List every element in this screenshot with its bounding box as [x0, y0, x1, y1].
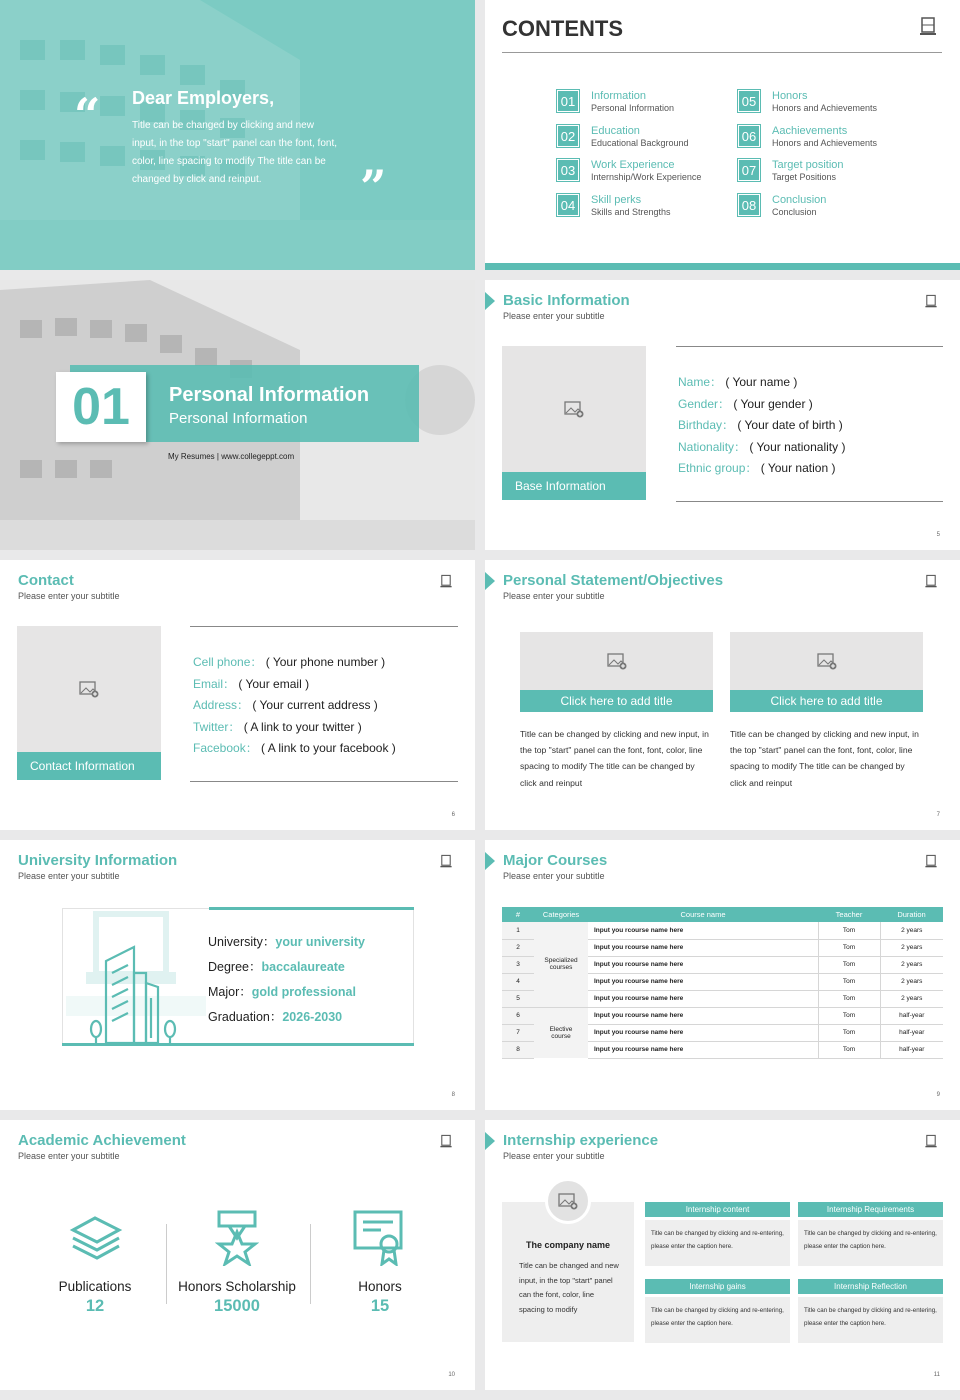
title-marker-icon: [485, 572, 495, 590]
course-name-cell[interactable]: Input you rcourse name here: [588, 990, 818, 1007]
slide-subtitle: Please enter your subtitle: [18, 871, 120, 881]
certificate-icon: [350, 1208, 410, 1268]
info-key: Email：: [193, 676, 236, 691]
teacher-cell: Tom: [818, 939, 880, 956]
slide-subtitle: Please enter your subtitle: [18, 1151, 120, 1161]
image-icon: [558, 1192, 578, 1210]
section-number: 01: [72, 378, 130, 436]
image-icon: [817, 652, 837, 670]
university-bottom-bar: [62, 1043, 414, 1046]
info-row: [678, 394, 853, 416]
info-value[interactable]: ( Your nation ): [760, 461, 836, 476]
contents-item[interactable]: [738, 194, 908, 218]
internship-box-text: Title can be changed by clicking and re-entering, please enter the caption here.: [645, 1297, 790, 1343]
contents-item-number: 04: [557, 194, 579, 216]
photo-placeholder[interactable]: [17, 626, 161, 752]
contents-item-number: 02: [557, 125, 579, 147]
info-key: Birthday：: [678, 418, 735, 433]
row-number: 2: [502, 939, 534, 956]
contents-item-title: Information: [591, 90, 647, 102]
slide-subtitle: Please enter your subtitle: [503, 311, 605, 321]
page-number: 9: [936, 1092, 940, 1098]
contents-item-subtitle: Internship/Work Experience: [591, 172, 702, 182]
contents-item-title: Honors: [772, 90, 808, 102]
university-key: Major：: [208, 985, 252, 999]
title-marker-icon: [485, 852, 495, 870]
teacher-cell: Tom: [818, 956, 880, 973]
open-quote-icon: “: [74, 88, 101, 142]
image-icon: [79, 680, 99, 698]
slide-title: Major Courses: [503, 852, 608, 869]
photo-placeholder[interactable]: [502, 346, 646, 472]
row-number: 4: [502, 973, 534, 990]
course-name-cell[interactable]: Input you rcourse name here: [588, 939, 818, 956]
info-bottom-line: [676, 501, 943, 502]
company-avatar[interactable]: [545, 1178, 591, 1224]
contents-item-number: 06: [738, 125, 760, 147]
slide-subtitle: Please enter your subtitle: [503, 1151, 605, 1161]
teacher-cell: Tom: [818, 922, 880, 939]
table-header-cell: Teacher: [818, 907, 880, 922]
slide-title: Internship experience: [503, 1132, 659, 1149]
info-row: [678, 415, 853, 437]
category-cell: Elective course: [534, 1007, 588, 1058]
photo-label: Base Information: [502, 472, 646, 500]
section-title: Personal Information: [169, 384, 370, 406]
info-value[interactable]: ( A link to your facebook ): [261, 741, 396, 756]
image-icon: [564, 400, 584, 418]
contents-item-subtitle: Educational Background: [591, 137, 689, 148]
contents-item-number: 03: [557, 159, 579, 181]
info-value[interactable]: ( A link to your twitter ): [243, 719, 362, 734]
university-info-list: [208, 930, 365, 1030]
contents-item[interactable]: [557, 194, 727, 218]
stat-value: 15000: [214, 1297, 260, 1315]
slide-title: Contact: [18, 572, 74, 589]
info-row: [193, 674, 455, 696]
university-row: [208, 980, 365, 1005]
course-name-cell[interactable]: Input you rcourse name here: [588, 1041, 818, 1058]
info-bottom-line: [190, 781, 458, 782]
info-row: [193, 695, 455, 717]
table-header-cell: Course name: [588, 907, 818, 922]
contents-item-subtitle: Personal Information: [591, 103, 675, 113]
contents-item-title: Conclusion: [772, 193, 827, 206]
close-quote-icon: ”: [360, 160, 387, 214]
contents-item-subtitle: Skills and Strengths: [591, 206, 671, 217]
row-number: 7: [502, 1024, 534, 1041]
contact-list: [193, 652, 455, 760]
university-value[interactable]: baccalaureate: [261, 960, 345, 974]
contents-item[interactable]: [557, 90, 727, 114]
info-value[interactable]: ( Your nationality ): [749, 439, 846, 454]
teacher-cell: Tom: [818, 1007, 880, 1024]
contents-item-subtitle: Target Positions: [772, 172, 837, 182]
contents-item-number: 08: [738, 194, 760, 216]
teacher-cell: Tom: [818, 990, 880, 1007]
contents-divider: [502, 52, 942, 53]
course-name-cell[interactable]: Input you rcourse name here: [588, 1024, 818, 1041]
table-header-row: [502, 907, 943, 922]
category-cell: Specialized courses: [534, 922, 588, 1007]
info-key: Cell phone：: [193, 655, 263, 669]
table-row: [502, 922, 943, 939]
section-footer: My Resumes | www.collegeppt.com: [168, 452, 295, 461]
stat-label: Publications: [58, 1279, 132, 1294]
contents-item-number: 05: [738, 90, 760, 112]
statement-image-placeholder[interactable]: [730, 632, 923, 690]
contents-item-title: Skill perks: [591, 193, 642, 206]
statement-card-text: Title can be changed by clicking and new input, in the top "start" panel can the font, font, color, line spacing to modify The title can be changed by click and reinput: [520, 729, 709, 788]
slide-section-01: [0, 280, 475, 550]
info-value[interactable]: ( Your name ): [725, 375, 798, 389]
duration-cell: 2 years: [880, 939, 943, 956]
section-subtitle: Personal Information: [169, 410, 308, 427]
university-logo-icon: [924, 294, 938, 308]
statement-card-title[interactable]: Click here to add title: [520, 690, 713, 712]
photo-label: Contact Information: [17, 752, 161, 780]
contents-item-title: Education: [591, 124, 640, 137]
slide-contact: [0, 560, 475, 830]
contents-item-number: 07: [738, 159, 760, 181]
page-number: 10: [448, 1372, 455, 1378]
university-value[interactable]: gold professional: [251, 985, 356, 999]
table-row: [502, 1007, 943, 1024]
slide-subtitle: Please enter your subtitle: [18, 591, 120, 601]
slide-internship-experience: [485, 1120, 960, 1390]
duration-cell: 2 years: [880, 973, 943, 990]
table-header-cell: #: [502, 907, 534, 922]
contents-item[interactable]: [738, 159, 908, 183]
info-key: Gender：: [678, 396, 731, 411]
info-value[interactable]: ( Your current address ): [252, 698, 378, 713]
duration-cell: half-year: [880, 1024, 943, 1041]
course-name-cell[interactable]: Input you rcourse name here: [588, 956, 818, 973]
cover-title: Dear Employers,: [132, 88, 275, 108]
info-key: Ethnic group：: [678, 461, 758, 476]
internship-box-header[interactable]: Internship Requirements: [798, 1202, 943, 1217]
statement-image-placeholder[interactable]: [520, 632, 713, 690]
info-row: [193, 652, 455, 674]
course-name-cell[interactable]: Input you rcourse name here: [588, 922, 818, 939]
title-marker-icon: [485, 292, 495, 310]
slide-basic-information: [485, 280, 960, 550]
page-number: 11: [933, 1372, 940, 1378]
university-logo-icon: [439, 854, 453, 868]
contents-item-title: Target position: [772, 159, 844, 171]
info-key: Twitter：: [193, 719, 241, 734]
university-logo-icon: [439, 574, 453, 588]
row-number: 6: [502, 1007, 534, 1024]
page-number: 7: [936, 812, 940, 818]
company-text: Title can be changed and new input, in the top "start" panel can the font, color, line spacing to modify: [519, 1261, 619, 1314]
course-name-cell[interactable]: Input you rcourse name here: [588, 1007, 818, 1024]
duration-cell: half-year: [880, 1041, 943, 1058]
section-number-box: [56, 372, 146, 442]
contents-bottom-bar: [485, 263, 960, 270]
contents-item[interactable]: [557, 125, 727, 149]
university-logo-icon: [924, 574, 938, 588]
university-logo-icon: [924, 854, 938, 868]
slide-academic-achievement: [0, 1120, 475, 1390]
page-number: 8: [451, 1092, 455, 1098]
info-key: Nationality：: [678, 439, 747, 454]
university-top-bar: [209, 907, 414, 910]
course-name-cell[interactable]: Input you rcourse name here: [588, 973, 818, 990]
medal-icon: [207, 1208, 267, 1268]
info-value[interactable]: ( Your date of birth ): [737, 418, 843, 433]
duration-cell: 2 years: [880, 990, 943, 1007]
row-number: 8: [502, 1041, 534, 1058]
contents-item[interactable]: [557, 159, 727, 183]
stat-label: Honors: [358, 1279, 402, 1294]
internship-box-header[interactable]: Internship Reflection: [798, 1279, 943, 1294]
duration-cell: 2 years: [880, 956, 943, 973]
university-logo-icon: [439, 1134, 453, 1148]
company-name: The company name: [525, 1240, 611, 1250]
university-row: [208, 930, 365, 955]
row-number: 1: [502, 922, 534, 939]
cover-body: Title can be changed by clicking and new input, in the top "start" panel can the font, font, color, line spacing to modify The title can be changed by click and reinput.: [132, 120, 338, 185]
info-key: Name：: [678, 375, 723, 389]
slide-contents: [485, 0, 960, 270]
info-top-line: [190, 626, 458, 627]
internship-box-header[interactable]: Internship gains: [645, 1279, 790, 1294]
statement-card-text: Title can be changed by clicking and new input, in the top "start" panel can the font, font, color, line spacing to modify The title can be changed by click and reinput: [730, 729, 919, 788]
slide-title: Basic Information: [503, 292, 630, 309]
teacher-cell: Tom: [818, 1024, 880, 1041]
stat-divider: [166, 1224, 167, 1304]
duration-cell: half-year: [880, 1007, 943, 1024]
internship-box-text: Title can be changed by clicking and re-entering, please enter the caption here.: [798, 1220, 943, 1266]
internship-box-text: Title can be changed by clicking and re-entering, please enter the caption here.: [645, 1220, 790, 1266]
slide-title: Personal Statement/Objectives: [503, 572, 724, 589]
university-row: [208, 1005, 365, 1030]
teacher-cell: Tom: [818, 1041, 880, 1058]
stat-label: Honors Scholarship: [178, 1279, 296, 1294]
teacher-cell: Tom: [818, 973, 880, 990]
university-key: Graduation：: [208, 1010, 283, 1024]
contents-item-title: Work Experience: [591, 159, 675, 171]
stat-value: 15: [370, 1297, 390, 1315]
info-row: [678, 437, 853, 459]
university-logo-icon: [924, 1134, 938, 1148]
stat-divider: [310, 1224, 311, 1304]
page-number: 6: [451, 812, 455, 818]
info-value[interactable]: ( Your gender ): [733, 396, 813, 411]
info-top-line: [676, 346, 943, 347]
table-header-cell: Duration: [880, 907, 943, 922]
contents-item-title: Aachievements: [772, 124, 848, 137]
university-key: Degree：: [208, 960, 262, 974]
stat-value: 12: [85, 1297, 105, 1315]
contents-item[interactable]: [738, 125, 908, 149]
info-key: Facebook：: [193, 741, 258, 756]
table-header-cell: Categories: [534, 907, 588, 922]
contents-item[interactable]: [738, 90, 908, 114]
university-key: University：: [208, 935, 276, 949]
slide-major-courses: [485, 840, 960, 1110]
slide-cover-quote: [0, 0, 475, 270]
university-value[interactable]: 2026-2030: [282, 1010, 343, 1024]
statement-card-title[interactable]: Click here to add title: [730, 690, 923, 712]
duration-cell: 2 years: [880, 922, 943, 939]
contents-title: CONTENTS: [502, 16, 623, 41]
slide-subtitle: Please enter your subtitle: [503, 591, 605, 601]
courses-table: [502, 907, 943, 1059]
info-row: [678, 458, 853, 480]
books-icon: [65, 1208, 125, 1268]
contents-item-subtitle: Honors and Achievements: [772, 137, 878, 148]
slide-title: Academic Achievement: [18, 1132, 186, 1149]
info-value[interactable]: ( Your email ): [238, 676, 310, 691]
university-logo-icon: [918, 16, 938, 36]
row-number: 3: [502, 956, 534, 973]
university-row: [208, 955, 365, 980]
info-key: Address：: [193, 698, 250, 713]
info-row: [193, 738, 455, 760]
image-icon: [607, 652, 627, 670]
buildings-icon: [84, 943, 194, 1043]
contents-item-subtitle: Conclusion: [772, 206, 817, 217]
title-marker-icon: [485, 1132, 495, 1150]
basic-info-list: [678, 372, 853, 480]
info-row: [193, 717, 455, 739]
slide-personal-statement: [485, 560, 960, 830]
slide-university-information: [0, 840, 475, 1110]
university-value[interactable]: your university: [275, 935, 365, 949]
contents-item-subtitle: Honors and Achievements: [772, 103, 878, 113]
info-row: [678, 372, 853, 394]
contents-item-number: 01: [557, 90, 579, 112]
row-number: 5: [502, 990, 534, 1007]
slide-title: University Information: [18, 852, 178, 869]
internship-box-header[interactable]: Internship content: [645, 1202, 790, 1217]
slide-subtitle: Please enter your subtitle: [503, 871, 605, 881]
internship-box-text: Title can be changed by clicking and re-entering, please enter the caption here.: [798, 1297, 943, 1343]
info-value[interactable]: ( Your phone number ): [265, 655, 386, 669]
page-number: 5: [936, 532, 940, 538]
